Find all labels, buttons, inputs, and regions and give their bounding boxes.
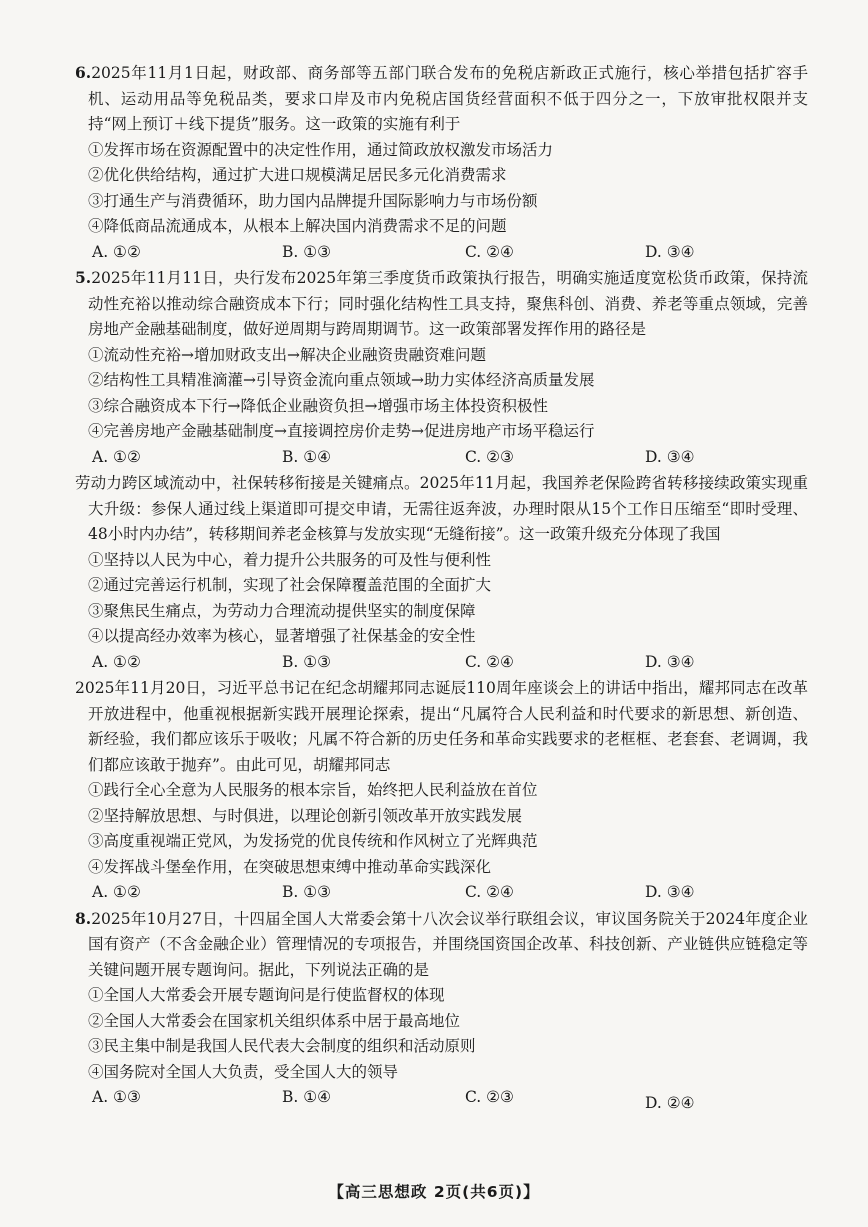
option-3: ③聚焦民生痛点，为劳动力合理流动提供坚实的制度保障: [88, 601, 476, 620]
answer-choices: [92, 445, 808, 471]
question-stem: [75, 60, 808, 138]
answer-c[interactable]: C. ②④: [465, 652, 514, 671]
answer-c[interactable]: C. ②④: [465, 242, 514, 261]
answer-c[interactable]: C. ②③: [465, 1088, 514, 1106]
option-4: ④发挥战斗堡垒作用，在突破思想束缚中推动革命实践深化: [88, 857, 492, 876]
question-number: 5.: [75, 268, 92, 287]
question-text: 2025年11月1日起，财政部、商务部等五部门联合发布的免税店新政正式施行，核心举措包括扩容手机、运动用品等免税品类，要求口岸及市内免税店国货经营面积不低于四分之一，下放审批权限并支持“网上预订＋线下提货”服务。这一政策的实施有利于: [88, 64, 808, 133]
answer-d[interactable]: D. ③④: [645, 447, 695, 466]
answer-b[interactable]: B. ①③: [282, 652, 332, 671]
answer-a[interactable]: A. ①②: [92, 883, 141, 901]
question-number: 6.: [75, 63, 92, 82]
option-1: ①流动性充裕→增加财政支出→解决企业融资贵融资难问题: [88, 345, 486, 364]
option-1: ①坚持以人民为中心，着力提升公共服务的可及性与便利性: [88, 550, 492, 569]
page-footer: [0, 1180, 868, 1202]
option-1: ①发挥市场在资源配置中的决定性作用，通过简政放权激发市场活力: [88, 140, 554, 159]
answer-b[interactable]: B. ①④: [282, 1088, 332, 1106]
question-text: 2025年11月11日，央行发布2025年第三季度货币政策执行报告，明确实施适度宽松货币政策，保持流动性充裕以推动综合融资成本下行；同时强化结构性工具支持，聚焦科创、消费、养老等重点领域，完善房地产金融基础制度，做好逆周期与跨周期调节。这一政策部署发挥作用的路径是: [88, 269, 808, 338]
option-4: ④完善房地产金融基础制度→直接调控房价走势→促进房地产市场平稳运行: [88, 422, 595, 440]
option-3: ③民主集中制是我国人民代表大会制度的组织和活动原则: [88, 1037, 476, 1055]
question-6: [75, 60, 808, 265]
answer-a[interactable]: A. ①②: [92, 447, 141, 466]
question-stem: [75, 265, 808, 343]
answer-a[interactable]: A. ①②: [92, 242, 141, 261]
option-1: ①全国人大常委会开展专题询问是行使监督权的体现: [88, 986, 445, 1004]
option-2: ②全国人大常委会在国家机关组织体系中居于最高地位: [88, 1011, 461, 1030]
question-text: 劳动力跨区域流动中，社保转移衔接是关键痛点。2025年11月起，我国养老保险跨省转移接续政策实现重大升级：参保人通过线上渠道即可提交申请，无需往返奔波，办理时限从15个工作日压缩至“即时受理、48小时内办结”，转移期间养老金核算与发放实现“无缝衔接”。这一政策升级充分体现了我国: [75, 474, 808, 543]
footer-subject: 【高三思想政: [328, 1183, 428, 1201]
answer-d[interactable]: D. ②④: [645, 1094, 695, 1112]
answer-d[interactable]: D. ③④: [645, 652, 695, 671]
question-stem: [75, 675, 808, 778]
question-8: [75, 906, 808, 1112]
answer-choices: [92, 240, 808, 266]
option-2: ②坚持解放思想、与时俱进，以理论创新引领改革开放实践发展: [88, 806, 523, 825]
footer-page: 2页(共6页)】: [433, 1183, 540, 1201]
option-3: ③打通生产与消费循环，助力国内品牌提升国际影响力与市场份额: [88, 191, 538, 210]
option-2: ②结构性工具精准滴灌→引导资金流向重点领域→助力实体经济高质量发展: [88, 371, 595, 389]
option-4: ④以提高经办效率为核心，显著增强了社保基金的安全性: [88, 627, 476, 645]
option-1: ①践行全心全意为人民服务的根本宗旨，始终把人民利益放在首位: [88, 781, 538, 799]
question-stem: [75, 470, 808, 548]
answer-a[interactable]: A. ①③: [92, 1088, 141, 1106]
answer-b[interactable]: B. ①③: [282, 242, 332, 261]
answer-b[interactable]: B. ①④: [282, 447, 332, 466]
option-2: ②优化供给结构，通过扩大进口规模满足居民多元化消费需求: [88, 166, 507, 184]
question-stem: [75, 906, 808, 984]
question-hu-yaobang: [75, 675, 808, 906]
answer-b[interactable]: B. ①③: [282, 883, 332, 901]
answer-c[interactable]: C. ②③: [465, 447, 514, 466]
answer-choices: [92, 880, 808, 906]
question-text: 2025年10月27日，十四届全国人大常委会第十八次会议举行联组会议，审议国务院关于2024年度企业国有资产（不含金融企业）管理情况的专项报告，并围绕国资国企改革、科技创新、产业链供应链稳定等关键问题开展专题询问。据此，下列说法正确的是: [88, 909, 808, 979]
question-social-security: [75, 470, 808, 675]
question-number: 8.: [75, 908, 92, 928]
answer-d[interactable]: D. ③④: [645, 242, 695, 261]
answer-a[interactable]: A. ①②: [92, 652, 141, 671]
answer-choices: [92, 650, 808, 676]
option-4: ④国务院对全国人大负责，受全国人大的领导: [88, 1062, 399, 1081]
answer-d[interactable]: D. ③④: [645, 883, 695, 901]
answer-choices: [92, 1085, 808, 1111]
option-3: ③高度重视端正党风，为发扬党的优良传统和作风树立了光辉典范: [88, 832, 538, 850]
option-3: ③综合融资成本下行→降低企业融资负担→增强市场主体投资积极性: [88, 396, 548, 415]
question-text: 2025年11月20日，习近平总书记在纪念胡耀邦同志诞辰110周年座谈会上的讲话中指出，耀邦同志在改革开放进程中，他重视根据新实践开展理论探索，提出“凡属符合人民利益和时代要求的新思想、新创造、新经验，我们都应该乐于吸收；凡属不符合新的历史任务和革命实践要求的老框框、老套套、老调调，我们都应该敢于抛弃”。由此可见，胡耀邦同志: [75, 679, 808, 774]
question-5: [75, 265, 808, 470]
option-4: ④降低商品流通成本，从根本上解决国内消费需求不足的问题: [88, 217, 507, 235]
option-2: ②通过完善运行机制，实现了社会保障覆盖范围的全面扩大: [88, 576, 492, 594]
answer-c[interactable]: C. ②④: [465, 883, 514, 901]
